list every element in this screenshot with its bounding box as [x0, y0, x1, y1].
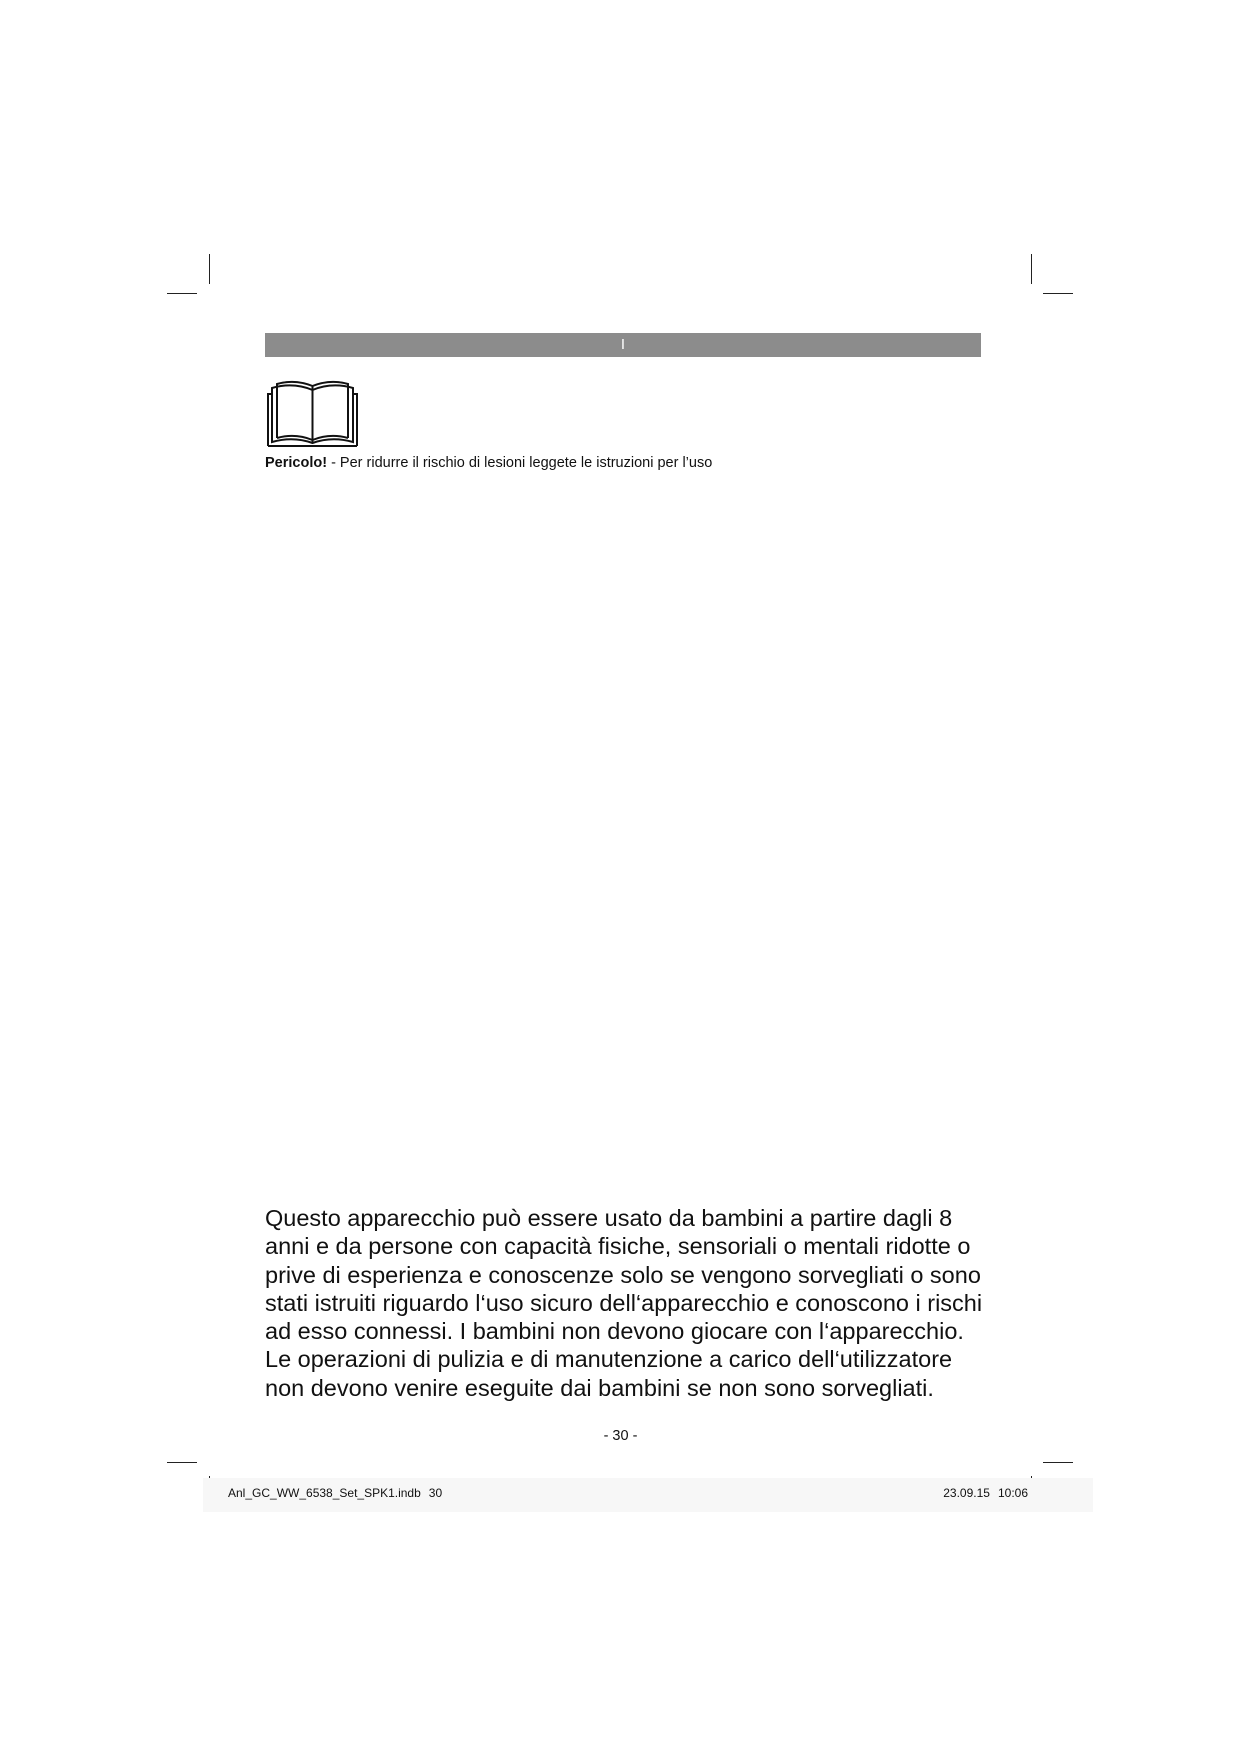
- open-book-icon: [265, 380, 360, 448]
- footer-date: 23.09.15: [943, 1486, 990, 1500]
- language-header-bar: [265, 333, 981, 357]
- warning-text: - Per ridurre il rischio di lesioni leggete le istruzioni per l’uso: [331, 455, 713, 471]
- crop-mark-bottom-right-horizontal: [1043, 1462, 1073, 1463]
- crop-mark-bottom-left-horizontal: [167, 1462, 197, 1463]
- footer-timestamp: [943, 1486, 1028, 1500]
- footer-time: 10:06: [997, 1486, 1028, 1500]
- language-code: I: [620, 336, 626, 353]
- footer-file-page: 30: [428, 1486, 443, 1500]
- crop-mark-top-left-vertical: [209, 254, 210, 284]
- crop-mark-top-right-horizontal: [1043, 293, 1073, 294]
- warning-line: [265, 455, 712, 471]
- footer-filename: Anl_GC_WW_6538_Set_SPK1.indb: [228, 1486, 421, 1500]
- crop-mark-top-right-vertical: [1031, 254, 1032, 284]
- warning-label: Pericolo!: [265, 455, 328, 471]
- page-number: - 30 -: [603, 1428, 638, 1444]
- safety-paragraph: Questo apparecchio può essere usato da bambini a partire dagli 8 anni e da persone con capacità fisiche, sensoriali o mentali ridotte o prive di esperienza e conoscenze solo se vengono sorvegliati o sono stati istruiti riguardo l‘uso sicuro dell‘apparecchio e conoscono i rischi ad esso connessi. I bambini non devono giocare con l‘apparecchio. Le operazioni di pulizia e di manutenzione a carico dell‘utilizzatore non devono venire eseguite dai bambini se non sono sorvegliati.: [265, 1205, 983, 1401]
- footer-file-info: [228, 1486, 442, 1500]
- crop-mark-top-left-horizontal: [167, 293, 197, 294]
